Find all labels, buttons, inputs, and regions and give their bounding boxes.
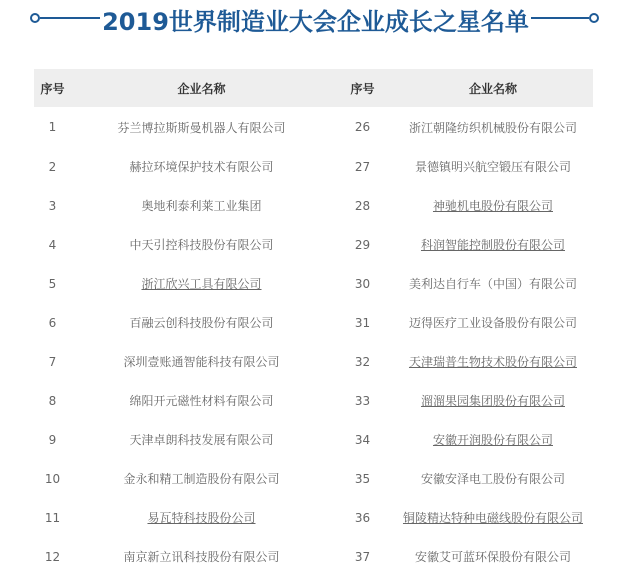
company-name-left[interactable]: 浙江欣兴工具有限公司 [141, 277, 262, 291]
row-index-left: 1 [48, 120, 57, 134]
title-bar [0, 0, 627, 40]
row-index-right: 31 [354, 315, 371, 330]
company-name-right[interactable]: 安徽开润股份有限公司 [432, 433, 553, 447]
table-row [34, 537, 593, 576]
row-index-left: 10 [44, 471, 61, 486]
company-name-right: 安徽艾可蓝环保股份有限公司 [414, 550, 571, 564]
table-row [34, 303, 593, 342]
table-header-row [34, 69, 593, 107]
row-index-left: 12 [44, 549, 61, 564]
row-index-right: 35 [354, 471, 371, 486]
row-index-left: 9 [48, 432, 57, 447]
company-name-left[interactable]: 易瓦特科技股份公司 [147, 511, 256, 525]
row-index-right: 32 [354, 354, 371, 369]
company-name-right: 安徽安泽电工股份有限公司 [420, 472, 565, 486]
row-index-left: 4 [48, 237, 57, 252]
row-index-right: 27 [354, 159, 371, 174]
header-index-left: 序号 [34, 69, 71, 107]
company-name-right[interactable]: 神驰机电股份有限公司 [432, 199, 553, 213]
header-company-left: 企业名称 [71, 69, 332, 107]
company-name-right: 景德镇明兴航空锻压有限公司 [414, 160, 571, 174]
company-name-right[interactable]: 科润智能控制股份有限公司 [420, 238, 565, 252]
table-row [34, 498, 593, 537]
company-name-left: 百融云创科技股份有限公司 [129, 316, 274, 330]
page-title: 2019世界制造业大会企业成长之星名单 [102, 8, 529, 36]
company-name-left: 赫拉环境保护技术有限公司 [129, 160, 274, 174]
table-row [34, 147, 593, 186]
title-ornament-right-line [531, 17, 589, 19]
table-row [34, 420, 593, 459]
row-index-right: 26 [354, 120, 371, 134]
header-company-right: 企业名称 [393, 69, 593, 107]
row-index-left: 6 [48, 315, 57, 330]
company-name-left: 芬兰博拉斯斯曼机器人有限公司 [117, 120, 286, 135]
company-name-left: 绵阳开元磁性材料有限公司 [129, 394, 274, 408]
company-name-left: 深圳壹账通智能科技有限公司 [123, 355, 280, 369]
company-name-left: 奥地利泰利莱工业集团 [141, 199, 262, 213]
row-index-right: 33 [354, 393, 371, 408]
title-ornament-left-line [40, 17, 100, 19]
row-index-right: 30 [354, 276, 371, 291]
company-name-right: 浙江朝隆纺织机械股份有限公司 [408, 120, 577, 135]
company-name-right: 美利达自行车（中国）有限公司 [408, 277, 577, 291]
table-row [34, 381, 593, 420]
row-index-right: 28 [354, 198, 371, 213]
row-index-right: 34 [354, 432, 371, 447]
table-body [34, 107, 593, 576]
company-name-left: 天津卓朗科技发展有限公司 [129, 433, 274, 447]
row-index-left: 5 [48, 276, 57, 291]
row-index-right: 37 [354, 549, 371, 564]
header-index-right: 序号 [332, 69, 393, 107]
table-row [34, 459, 593, 498]
company-name-left: 金永和精工制造股份有限公司 [123, 472, 280, 486]
table-row [34, 107, 593, 147]
title-ornament-left-dot [30, 13, 40, 23]
company-name-right[interactable]: 铜陵精达特种电磁线股份有限公司 [402, 511, 583, 525]
row-index-right: 29 [354, 237, 371, 252]
company-name-right: 迈得医疗工业设备股份有限公司 [408, 316, 577, 330]
table-row [34, 342, 593, 381]
row-index-left: 7 [48, 354, 57, 369]
table-row [34, 186, 593, 225]
company-name-right[interactable]: 天津瑞普生物技术股份有限公司 [408, 355, 577, 369]
title-ornament-right-dot [589, 13, 599, 23]
row-index-right: 36 [354, 510, 371, 525]
company-table [34, 69, 593, 576]
row-index-left: 8 [48, 393, 57, 408]
row-index-left: 3 [48, 198, 57, 213]
company-name-right[interactable]: 溜溜果园集团股份有限公司 [420, 394, 565, 408]
row-index-left: 11 [44, 510, 61, 525]
table-row [34, 225, 593, 264]
company-name-left: 南京新立讯科技股份有限公司 [123, 550, 280, 564]
company-name-left: 中天引控科技股份有限公司 [129, 238, 274, 252]
row-index-left: 2 [48, 159, 57, 174]
table-row [34, 264, 593, 303]
